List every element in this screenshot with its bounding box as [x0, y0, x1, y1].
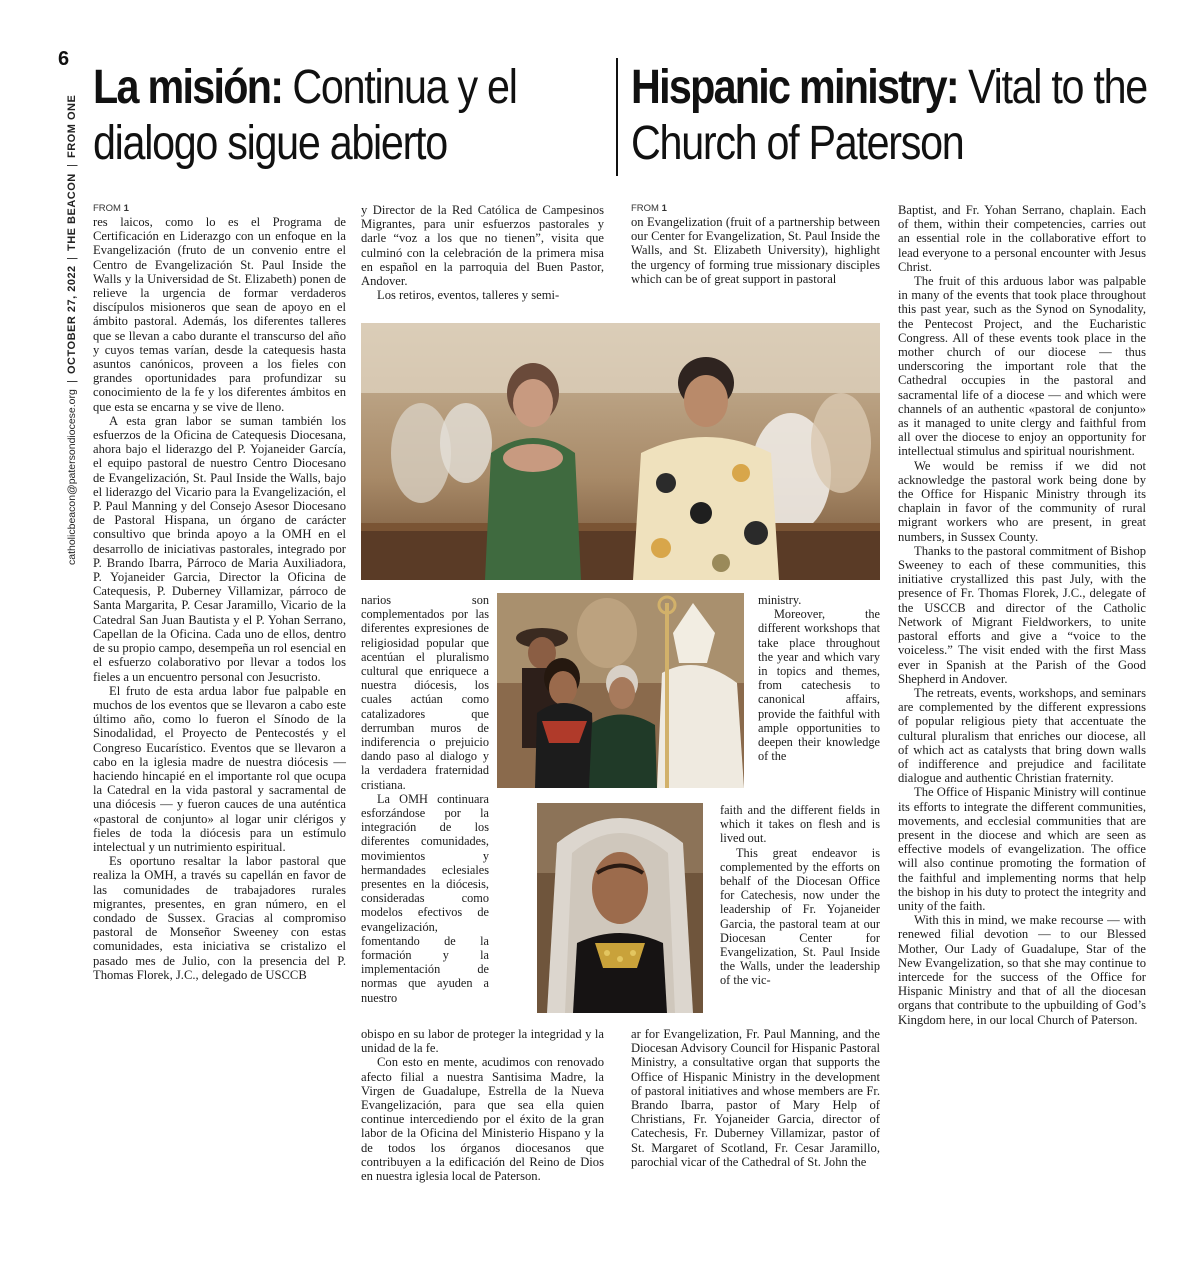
paragraph: Los retiros, eventos, talleres y semi-	[377, 288, 560, 303]
paragraph: Moreover, the different workshops that take place throughout the year and which vary in topics and themes, from catechesis to canonical affairs, provide the faithful with ample opportunities to deepen their knowledge of the	[758, 607, 880, 764]
article-column-4	[898, 203, 1146, 1027]
page-number: 6	[58, 48, 70, 70]
article-column-3-top	[631, 215, 880, 286]
article-column-2-bottom	[361, 1027, 604, 1183]
jump-line-spanish: FROM 1	[93, 203, 129, 214]
photo-procession-bishop	[497, 593, 744, 788]
headline-english-bold: Hispanic ministry:	[631, 61, 958, 114]
paragraph: The Office of Hispanic Ministry will continue its efforts to integrate the different communities, movements, and ecclesial communities that are present in the diocese and which are seen as effective models of evangelization. The office will also continue promoting the formation of the faithful and implementing norms that help the bishop in his duty to protect the integrity and unity of the faith.	[898, 785, 1147, 913]
paragraph: on Evangelization (fruit of a partnership between our Center for Evangelization, St. Paul Inside the Walls, and St. Elizabeth University), highlight the urgency of forming true missionary disciples which can be of great support in pastoral	[631, 215, 880, 286]
side-strip-sep: |	[66, 256, 78, 260]
headline-english-rest: Vital to the Church of Paterson	[631, 61, 1147, 170]
article-column-2-narrow	[361, 593, 489, 1005]
paragraph: With this in mind, we make recourse — with renewed filial devotion — to our Blessed Mother, Our Lady of Guadalupe, Star of the New Evangelization, so that she may continue to intercede for the success of the Office for Hispanic Ministry and that of all the diocesan organs that contribute to the upbuilding of God’s Kingdom here, in our local Church of Paterson.	[898, 913, 1146, 1027]
headline-spanish-bold: La misión:	[93, 61, 283, 114]
article-column-3-narrow	[758, 593, 880, 763]
paragraph: La OMH continuara esforzándose por la integración de los diferentes comunidades, movimientos y hermandades eclesiales presentes en la diócesis, consideradas como modelos efectivos de evangelización, fomentando de la formación y la implementación de normas que ayuden a nuestro	[361, 791, 489, 1005]
headline-spanish	[93, 60, 609, 172]
paragraph: El fruto de esta ardua labor fue palpable en muchos de los eventos que se llevaron a cabo este último año, como lo fueron el Sínodo de la Sinodalidad, el Proyecto de Pentecostés y el Congreso Eucarístico. Eventos que se llevaron a cabo en la iglesia madre de nuestra diócesis — haciendo hincapié en el importante rol que ocupa la Catedral en la vida pastoral y sacramental de una diócesis — y fueron cauces de una auténtica «pastoral de conjunto» al logar unir clérigos y fieles de toda la diócesis para un estímulo intelectual y un nutrimiento espiritual.	[93, 683, 346, 854]
photo-women-clapping	[361, 323, 880, 580]
paragraph: narios son complementados por las diferentes expresiones de religiosidad popular que acentúan el pluralismo cultural que enriquece a nuestra diócesis, los cuales actúan como catalizadores que derrumban muros de indiferencia o prejuicio dando paso al dialogo y la verdadera fraternidad cristiana.	[361, 593, 489, 792]
paragraph: Baptist, and Fr. Yohan Serrano, chaplain. Each of them, within their competencies, carries out an essential role in the collaborative effort to lead everyone to a personal encounter with Jesus Christ.	[898, 203, 1146, 274]
paragraph: obispo en su labor de proteger la integridad y la unidad de la fe.	[361, 1027, 604, 1056]
paragraph: The retreats, events, workshops, and seminars are complemented by the different expressions of popular religious piety that accentuate the cultural pluralism that enriches our diocese, all of which act as catalysts that bring down walls of indifference and prejudice and facilitate dialogue and authentic Christian fraternity.	[898, 685, 1146, 786]
side-strip-sep: |	[66, 164, 78, 168]
article-column-3-bottom	[631, 1027, 880, 1169]
paragraph: ar for Evangelization, Fr. Paul Manning, and the Diocesan Advisory Council for Hispanic Pastoral Ministry, a consultative organ that supports the Office of Hispanic Ministry in the development of pastoral initiatives and whose members are Fr. Brando Ibarra, pastor of Mary Help of Christians, Fr. Yojaneider Garcia, director of Catechesis, Fr. Duberney Villamizar, pastor of St. Margaret of Scotland, Fr. Cesar Jaramillo, parochial vicar of the Cathedral of St. John the	[631, 1027, 880, 1169]
paragraph: Con esto en mente, acudimos con renovado afecto filial a nuestra Santisima Madre, la Virgen de Guadalupe, Estrella de la Nueva Evangelización, para que sea ella quien continue intercediendo por el éxito de la gran labor de la Oficina del Ministerio Hispano y la de todos los órganos diocesanos que contribuyen a la edificación del Reino de Dios en nuestra iglesia local de Paterson.	[361, 1055, 604, 1184]
paragraph: This great endeavor is complemented by the efforts on behalf of the Diocesan Office for Catechesis, now under the leadership of Fr. Yojaneider Garcia, the pastoral team at our Diocesan Center for Evangelization, St. Paul Inside the Walls, under the leadership of the vic-	[720, 845, 880, 988]
paragraph: ministry.	[758, 593, 802, 607]
paragraph: faith and the different fields in which it takes on flesh and is lived out.	[720, 803, 880, 846]
side-strip-site: catholicbeacon@patersondiocese.org	[66, 389, 78, 566]
side-strip	[60, 95, 84, 615]
side-strip-paper: THE BEACON	[66, 173, 78, 251]
headline-spanish-rest: Continua y el dialogo sigue abierto	[93, 61, 517, 170]
paragraph: The fruit of this arduous labor was palpable in many of the events that took place throughout this past year, such as the Synod on Synodality, the Pentecost Project, and the Eucharistic Congress. All of these events took place in the mother church of our diocese — thus underscoring the important role that the Cathedral occupies in the pastoral and sacramental life of a diocese — and which were channels of an authentic «pastoral de conjunto» as it managed to unite clergy and faithful from all over the diocese to enjoy an opportunity for intellectual stimulus and spiritual nourishment.	[898, 274, 1146, 459]
photo-woman-lace-veil	[537, 803, 703, 1013]
jump-line-english: FROM 1	[631, 203, 667, 214]
side-strip-date: OCTOBER 27, 2022	[66, 265, 78, 375]
headline-english	[631, 60, 1160, 172]
side-strip-sep: |	[66, 380, 78, 384]
paragraph: A esta gran labor se suman también los esfuerzos de la Oficina de Catequesis Diocesana, ahora bajo el liderazgo del P. Yojaneider García, el equipo pastoral de nuestro Centro Diocesano de Evangelización, St. Paul Inside the Walls, bajo el liderazgo del Vicario para la Evangelización, el P. Paul Manning y del Consejo Asesor Diocesano de Pastoral Hispana, un órgano de carácter consultivo que brinda apoyo a la OMH en el desarrollo de iniciativas pastorales, integrado por P. Brando Ibarra, Párroco de Maria Auxiliadora, P. Yojaneider Garcia, Director la Oficina de Catequesis, P. Duberney Villamizar, párroco de Santa Margarita, P. Cesar Jaramillo, Vicario de la Catedral San Juan Bautista y el P. Yohan Serrano, Capellan de la Oficina. Cada uno de ellos, dentro de su propio campo, desempeña un rol esencial en el esfuerzo colaborativo por llevar a todos los fieles a un encuentro personal con Jesucristo.	[93, 413, 346, 684]
paragraph: Thanks to the pastoral commitment of Bishop Sweeney to each of these communities, this initiative crystallized this past July, with the presence of Fr. Thomas Florek, J.C., delegate of the USCCB and director of the Catholic Network of Migrant Fieldworkers, to unite pastoral efforts and give a “voice to the voiceless.” The visit ended with the first Mass ever in Spanish at the Parish of the Good Shepherd in Andover.	[898, 543, 1146, 686]
headline-divider	[616, 58, 618, 176]
article-column-3-mid	[720, 803, 880, 988]
paragraph: We would be remiss if we did not acknowledge the pastoral work being done by the Office for Hispanic Ministry through its chaplain in favor of the community of rural migrant workers who are present, in great numbers, in Sussex County.	[898, 458, 1146, 544]
paragraph: res laicos, como lo es el Programa de Certificación en Liderazgo con un enfoque en la Evangelización (fruto de un convenio entre el Centro de Evangelización St. Paul Inside the Walls y la Universidad de St. Elizabeth) ponen de relieve la urgencia de formar verdaderos discípulos misioneros que sean de apoyo en el ámbito pastoral. Además, los diferentes talleres que se llevan a cabo durante el transcurso del año y cuyos temas varían, desde la catequesis hasta asuntos canónicos, proveen a los fieles con grandes oportunidades para profundizar su conocimiento de la fe y los diferentes ámbitos en que esta se encarna y se vive de lleno.	[93, 215, 346, 414]
paragraph: Es oportuno resaltar la labor pastoral que realiza la OMH, a través su capellán en favor de las comunidades de trabajadores rurales migrantes, presentes, en gran número, en el condado de Sussex. Gracias al compromiso pastoral de Monseñor Sweeney con estas comunidades, esta iniciativa se cristalizo el pasado mes de Julio, con la presencia del P. Thomas Florek, J.C., delegado de USCCB	[93, 854, 346, 982]
side-strip-section: FROM ONE	[66, 95, 78, 159]
paragraph: y Director de la Red Católica de Campesinos Migrantes, para unir esfuerzos pastorales y darle “voz a los que no tienen”, visita que culminó con la celebración de la primera misa en español en la parroquia del Buen Pastor, Andover.	[361, 203, 604, 289]
article-column-2-top	[361, 203, 604, 302]
article-column-1	[93, 215, 346, 982]
